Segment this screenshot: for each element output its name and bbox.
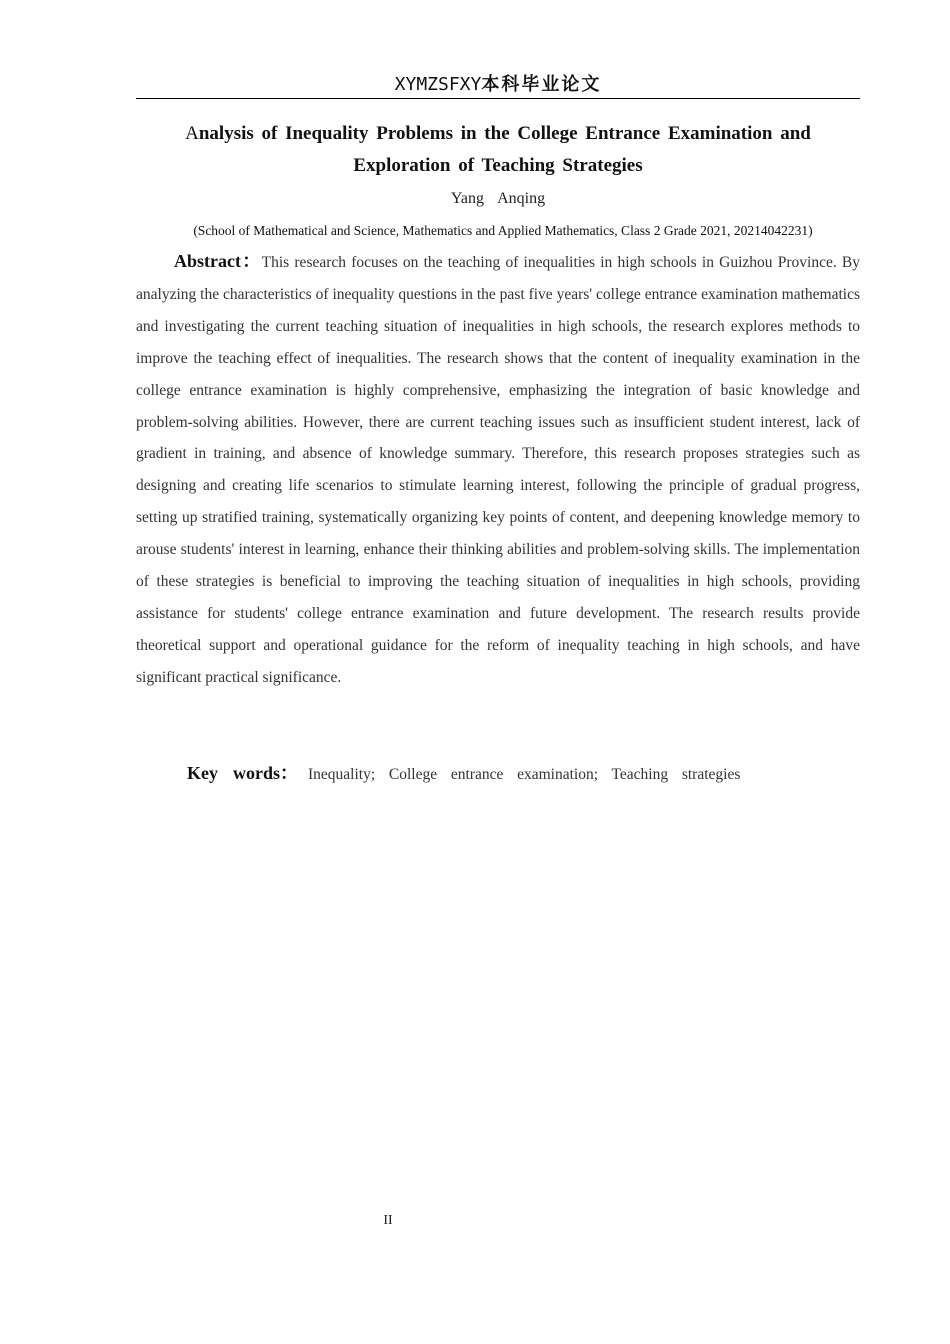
keywords-colon: ： bbox=[280, 763, 298, 783]
keywords-text: Inequality; College entrance examination; Teaching strategies bbox=[308, 766, 741, 783]
abstract-paragraph bbox=[136, 246, 860, 694]
header-thesis-type: 本科毕业论文 bbox=[481, 74, 602, 95]
running-header bbox=[136, 72, 860, 99]
title-first-letter: A bbox=[185, 123, 199, 144]
paper-title bbox=[150, 118, 846, 182]
author-name: Yang Anqing bbox=[450, 190, 546, 207]
page-number: II bbox=[383, 1213, 393, 1228]
author-affiliation: (School of Mathematical and Science, Mathematics and Applied Mathematics, Class 2 Grade 2021, 20214042231) bbox=[193, 223, 813, 238]
keywords-line bbox=[187, 760, 860, 788]
abstract-text: This research focuses on the teaching of inequalities in high schools in Guizhou Province. By analyzing the characteristics of inequality questions in the past five years' college entrance examination mathematics and investigating the current teaching situation of inequalities in high schools, the research explores methods to improve the teaching effect of inequalities. The research shows that the content of inequality examination in the college entrance examination is highly comprehensive, emphasizing the integration of basic knowledge and problem-solving abilities. However, there are current teaching issues such as insufficient student interest, lack of gradient in training, and absence of knowledge summary. Therefore, this research proposes strategies such as designing and creating life scenarios to stimulate learning interest, following the principle of gradual progress, setting up stratified training, systematically organizing key points of content, and deepening knowledge memory to arouse students' interest in learning, enhance their thinking abilities and problem-solving skills. The implementation of these strategies is beneficial to improving the teaching situation of inequalities in high schools, providing assistance for students' college entrance examination and future development. The research results provide theoretical support and operational guidance for the reform of inequality teaching in high schools, and have significant practical significance. bbox=[136, 254, 861, 686]
abstract-label: Abstract： bbox=[174, 251, 262, 271]
title-rest: nalysis of Inequality Problems in the College Entrance Examination and Exploration of Teaching Strategies bbox=[198, 123, 811, 176]
header-school-code: XYMZSFXY bbox=[394, 74, 482, 95]
keywords-label: Key words bbox=[187, 763, 280, 783]
